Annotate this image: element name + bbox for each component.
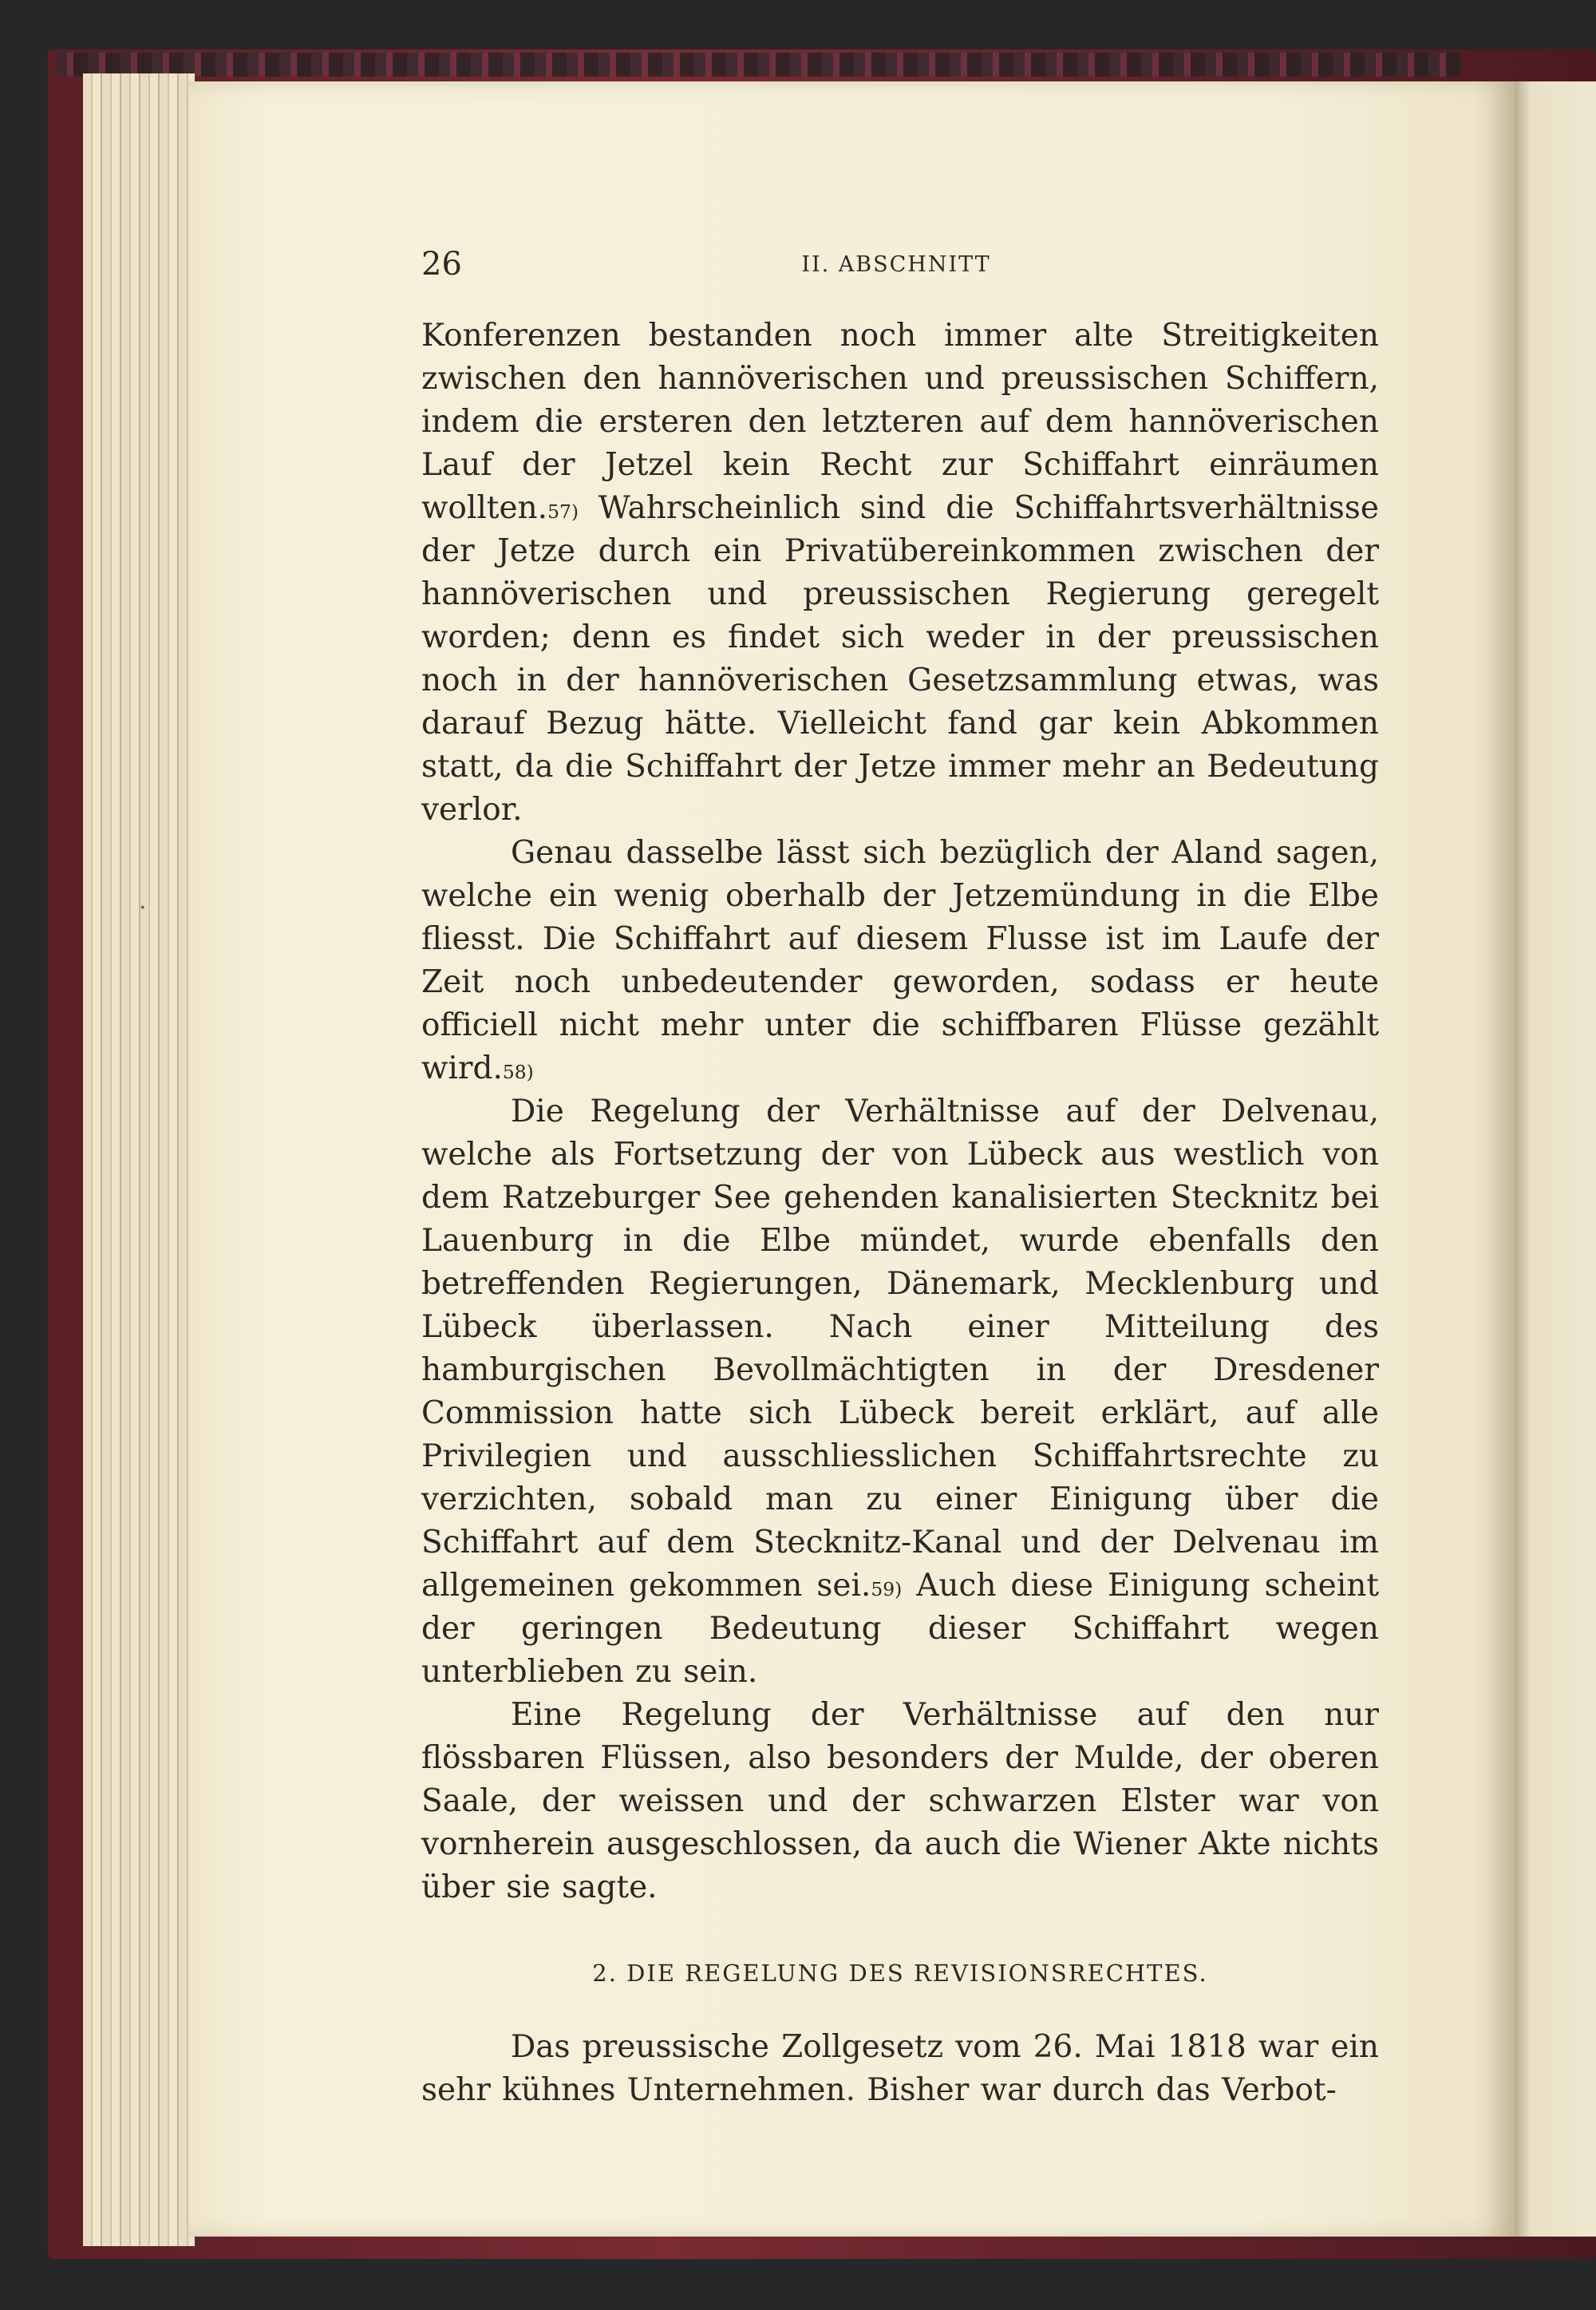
facing-page-edge (1515, 81, 1596, 2237)
page-body (421, 314, 1379, 2112)
margin-ink-mark: · (139, 894, 147, 922)
page-number: 26 (421, 246, 462, 283)
paragraph-3 (421, 1090, 1379, 1694)
paragraph-5 (421, 2026, 1379, 2112)
footnote-ref-59: 59) (871, 1578, 903, 1600)
footnote-ref-57: 57) (547, 500, 579, 523)
paragraph-text: Konferenzen bestanden noch immer alte Streitigkeiten zwischen den hannöverischen und preussischen Schiffern, indem die ersteren den letzteren auf dem hannöverischen Lauf der Jetzel kein Recht zur Schiffahrt einräumen wollten. (421, 318, 1379, 526)
paragraph-text: Genau dasselbe lässt sich bezüglich der Aland sagen, welche ein wenig oberhalb der Jetzemündung in die Elbe fliesst. Die Schiffahrt auf diesem Flusse ist im Laufe der Zeit noch unbedeutender geworden, sodass er heute officiell nicht mehr unter die schiffbaren Flüsse gezählt wird. (421, 835, 1379, 1086)
paragraph-2 (421, 832, 1379, 1090)
paragraph-4 (421, 1694, 1379, 1909)
cover-edge (56, 53, 1460, 77)
running-head: II. ABSCHNITT (801, 252, 991, 277)
page-header (421, 244, 1371, 284)
paragraph-text: Das preussische Zollgesetz vom 26. Mai 1818 war ein sehr kühnes Unternehmen. Bisher war durch das Verbot- (421, 2029, 1379, 2108)
page-stack-edges (83, 73, 195, 2246)
paragraph-text: Wahrscheinlich sind die Schiffahrtsverhältnisse der Jetze durch ein Privatübereinkommen zwischen der hannöverischen und preussischen Regierung geregelt worden; denn es findet sich weder in der preussischen noch in der hannöverischen Gesetzsammlung etwas, was darauf Bezug hätte. Vielleicht fand gar kein Abkommen statt, da die Schiffahrt der Jetze immer mehr an Bedeutung verlor. (421, 490, 1379, 828)
paragraph-text: Die Regelung der Verhältnisse auf der Delvenau, welche als Fortsetzung der von Lübeck aus westlich von dem Ratzeburger See gehenden kanalisierten Stecknitz bei Lauenburg in die Elbe mündet, wurde ebenfalls den betreffenden Regierungen, Dänemark, Mecklenburg und Lübeck überlassen. Nach einer Mitteilung des hamburgischen Bevollmächtigten in der Dresdener Commission hatte sich Lübeck bereit erklärt, auf alle Privilegien und ausschliesslichen Schiffahrtsrechte zu verzichten, sobald man zu einer Einigung über die Schiffahrt auf dem Stecknitz-Kanal und der Delvenau im allgemeinen gekommen sei. (421, 1094, 1379, 1604)
paragraph-1 (421, 314, 1379, 832)
paragraph-text: Eine Regelung der Verhältnisse auf den nur flössbaren Flüssen, also besonders der Mulde, der oberen Saale, der weissen und der schwarzen Elster war von vornherein ausgeschlossen, da auch die Wiener Akte nichts über sie sagte. (421, 1697, 1379, 1905)
paragraph-text: Auch diese Einigung scheint der geringen Bedeutung dieser Schiffahrt wegen unterblieben zu sein. (421, 1568, 1379, 1690)
section-heading: 2. DIE REGELUNG DES REVISIONSRECHTES. (592, 1960, 1208, 1987)
footnote-ref-58: 58) (502, 1061, 534, 1083)
